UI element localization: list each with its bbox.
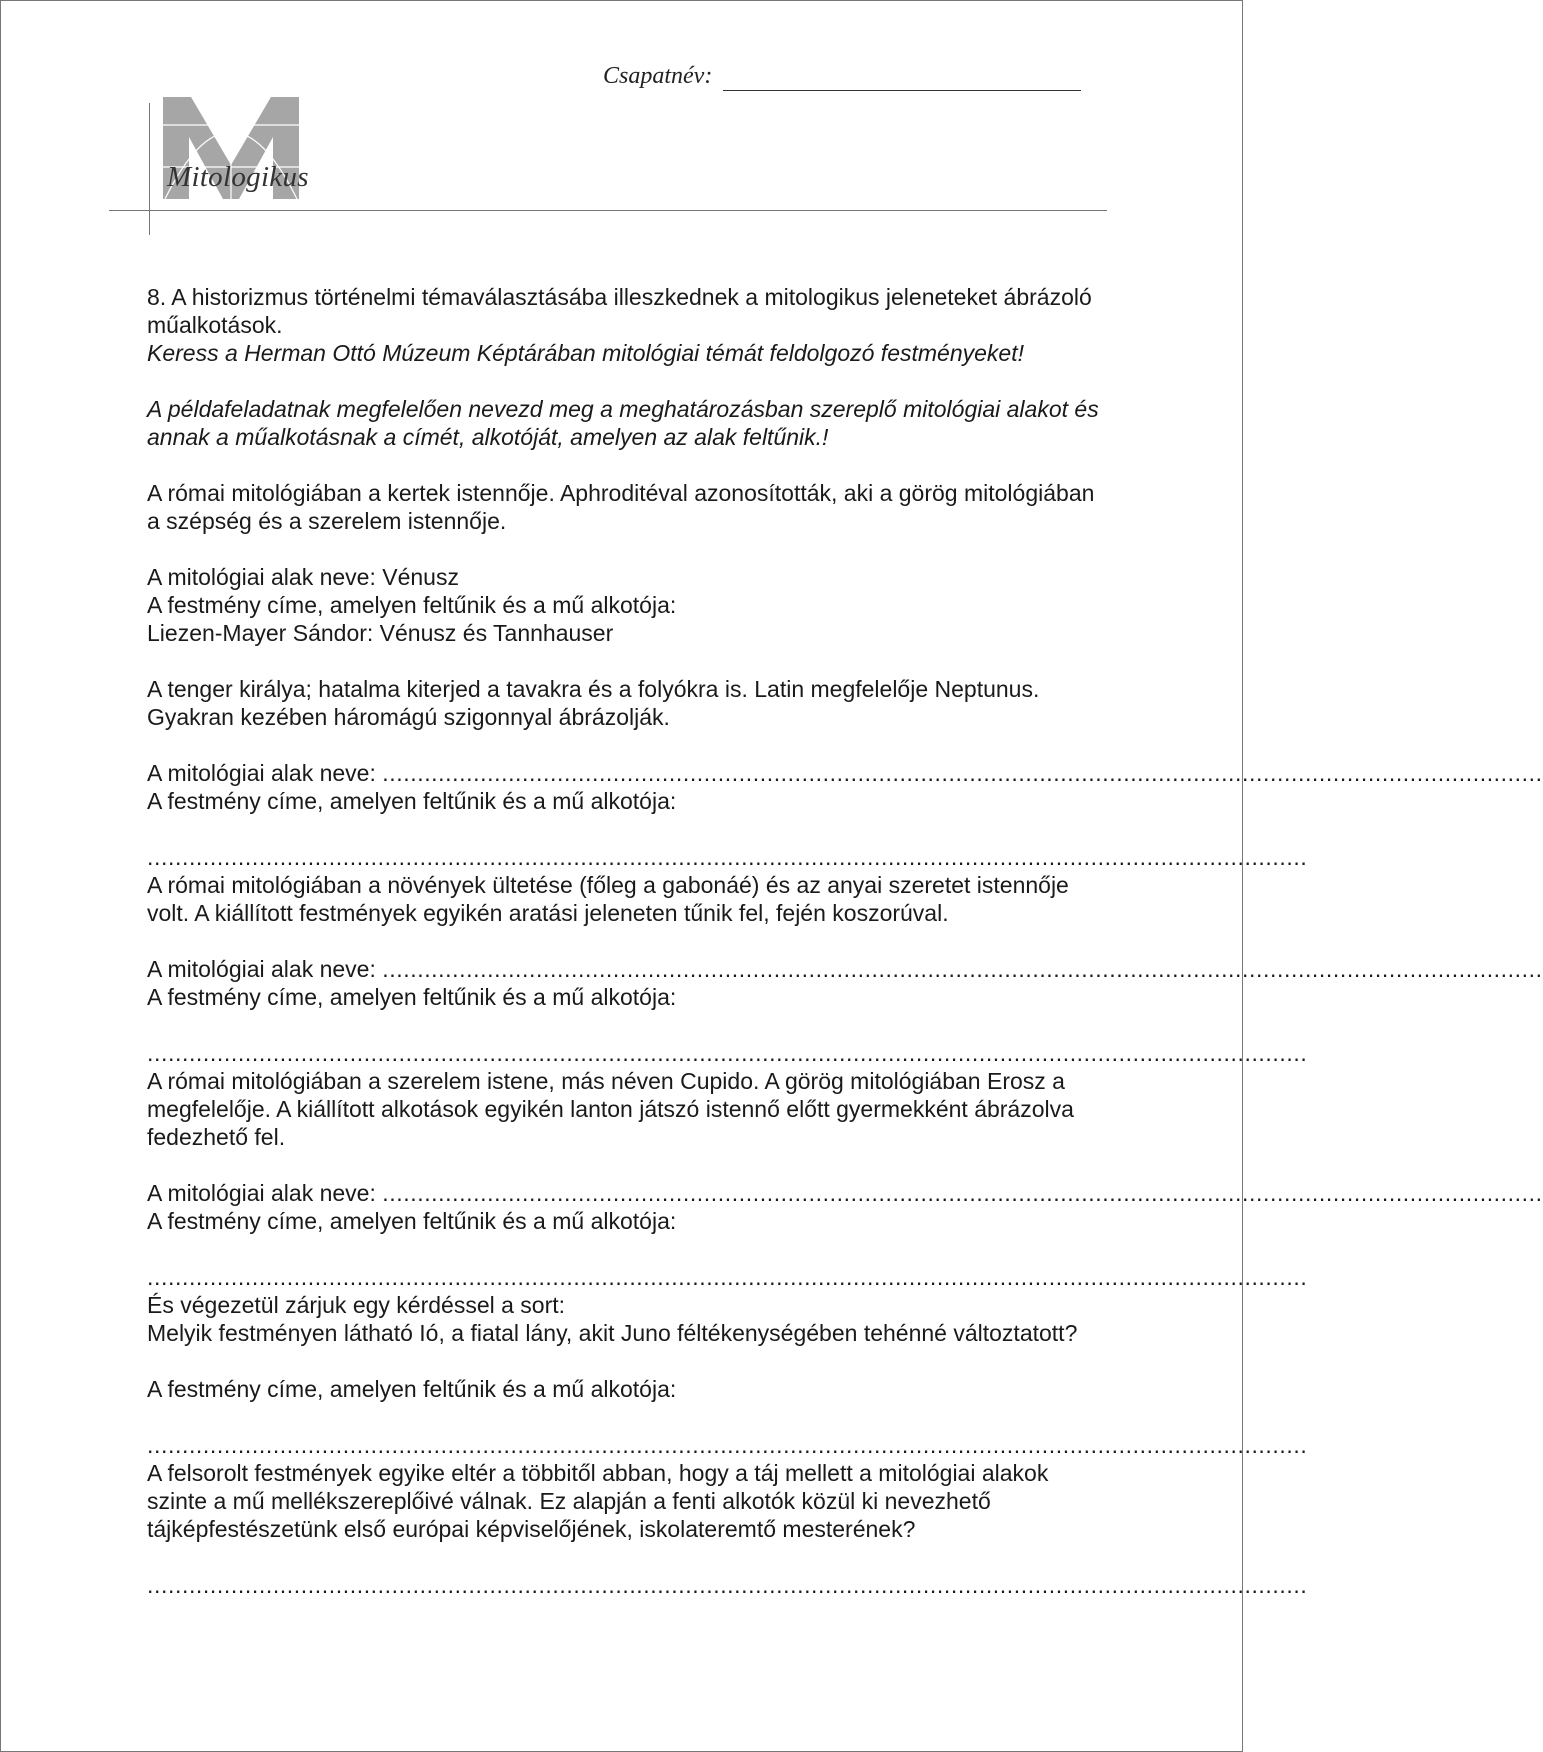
task-instruction: A példafeladatnak megfelelően nevezd meg a meghatározásban szereplő mitológiai alakot és annak a műalkotásnak a címét, alkotóját, amelyen az alak feltűnik.! (147, 396, 1099, 450)
final-question-lead: És végezetül zárjuk egy kérdéssel a sort: (147, 1292, 566, 1318)
name-answer-line[interactable] (147, 1179, 1543, 1207)
painting-label: A festmény címe, amelyen feltűnik és a mű alkotója: (147, 984, 677, 1010)
painting-answer-line[interactable]: ...................................................................................................................................................................... (147, 1264, 1308, 1290)
name-label: A mitológiai alak neve: (147, 760, 376, 786)
team-name-field[interactable] (723, 90, 1081, 91)
question-description: A római mitológiában a szerelem istene, más néven Cupido. A görög mitológiában Erosz a megfelelője. A kiállított alkotások egyikén lanton játszó istennő előtt gyermekként ábrázolva fedezhető fel. (147, 1068, 1074, 1150)
mitologikus-logo (161, 95, 331, 207)
painting-label: A festmény címe, amelyen feltűnik és a mű alkotója: (147, 1208, 677, 1234)
header-rule (109, 210, 1107, 211)
answer-dots: ...................................................................................................................................................................... (382, 760, 1543, 786)
closing-answer-line[interactable]: ...................................................................................................................................................................... (147, 1572, 1308, 1598)
worksheet-content (147, 283, 1543, 1599)
name-answer-line[interactable] (147, 759, 1543, 787)
painting-label: A festmény címe, amelyen feltűnik és a mű alkotója: (147, 1376, 677, 1402)
task-intro: 8. A historizmus történelmi témaválasztásába illeszkednek a mitologikus jeleneteket ábrázoló műalkotások. (147, 284, 1092, 338)
question-description: A tenger királya; hatalma kiterjed a tavakra és a folyókra is. Latin megfelelője Neptunus. Gyakran kezében háromágú szigonnyal ábrázolják. (147, 676, 1040, 730)
example-painting-label: A festmény címe, amelyen feltűnik és a mű alkotója: (147, 592, 677, 618)
name-answer-line[interactable] (147, 955, 1543, 983)
final-question: Melyik festményen látható Ió, a fiatal lány, akit Juno féltékenységében tehénné változtatott? (147, 1320, 1078, 1346)
header-vertical-rule (149, 103, 150, 235)
example-answer: Liezen-Mayer Sándor: Vénusz és Tannhauser (147, 620, 614, 646)
painting-answer-line[interactable]: ...................................................................................................................................................................... (147, 1432, 1308, 1458)
answer-dots: ...................................................................................................................................................................... (382, 956, 1543, 982)
example-name-line: A mitológiai alak neve: Vénusz (147, 564, 459, 590)
task-instruction: Keress a Herman Ottó Múzeum Képtárában mitológiai témát feldolgozó festményeket! (147, 340, 1024, 366)
painting-answer-line[interactable]: ...................................................................................................................................................................... (147, 1040, 1308, 1066)
logo-wordmark: Mitologikus (167, 161, 309, 193)
painting-label: A festmény címe, amelyen feltűnik és a mű alkotója: (147, 788, 677, 814)
name-label: A mitológiai alak neve: (147, 956, 376, 982)
closing-question: A felsorolt festmények egyike eltér a többitől abban, hogy a táj mellett a mitológiai alakok szinte a mű mellékszereplőivé válnak. Ez alapján a fenti alkotók közül ki nevezhető tájképfestészetünk első európai képviselőjének, iskolateremtő mesterének? (147, 1460, 1049, 1542)
example-description: A római mitológiában a kertek istennője. Aphroditéval azonosították, aki a görög mitológiában a szépség és a szerelem istennője. (147, 480, 1095, 534)
question-description: A római mitológiában a növények ültetése (főleg a gabonáé) és az anyai szeretet istennője volt. A kiállított festmények egyikén aratási jeleneten tűnik fel, fején koszorúval. (147, 872, 1069, 926)
team-name-label: Csapatnév: (603, 63, 713, 89)
name-label: A mitológiai alak neve: (147, 1180, 376, 1206)
painting-answer-line[interactable]: ...................................................................................................................................................................... (147, 844, 1308, 870)
answer-dots: ...................................................................................................................................................................... (382, 1180, 1543, 1206)
